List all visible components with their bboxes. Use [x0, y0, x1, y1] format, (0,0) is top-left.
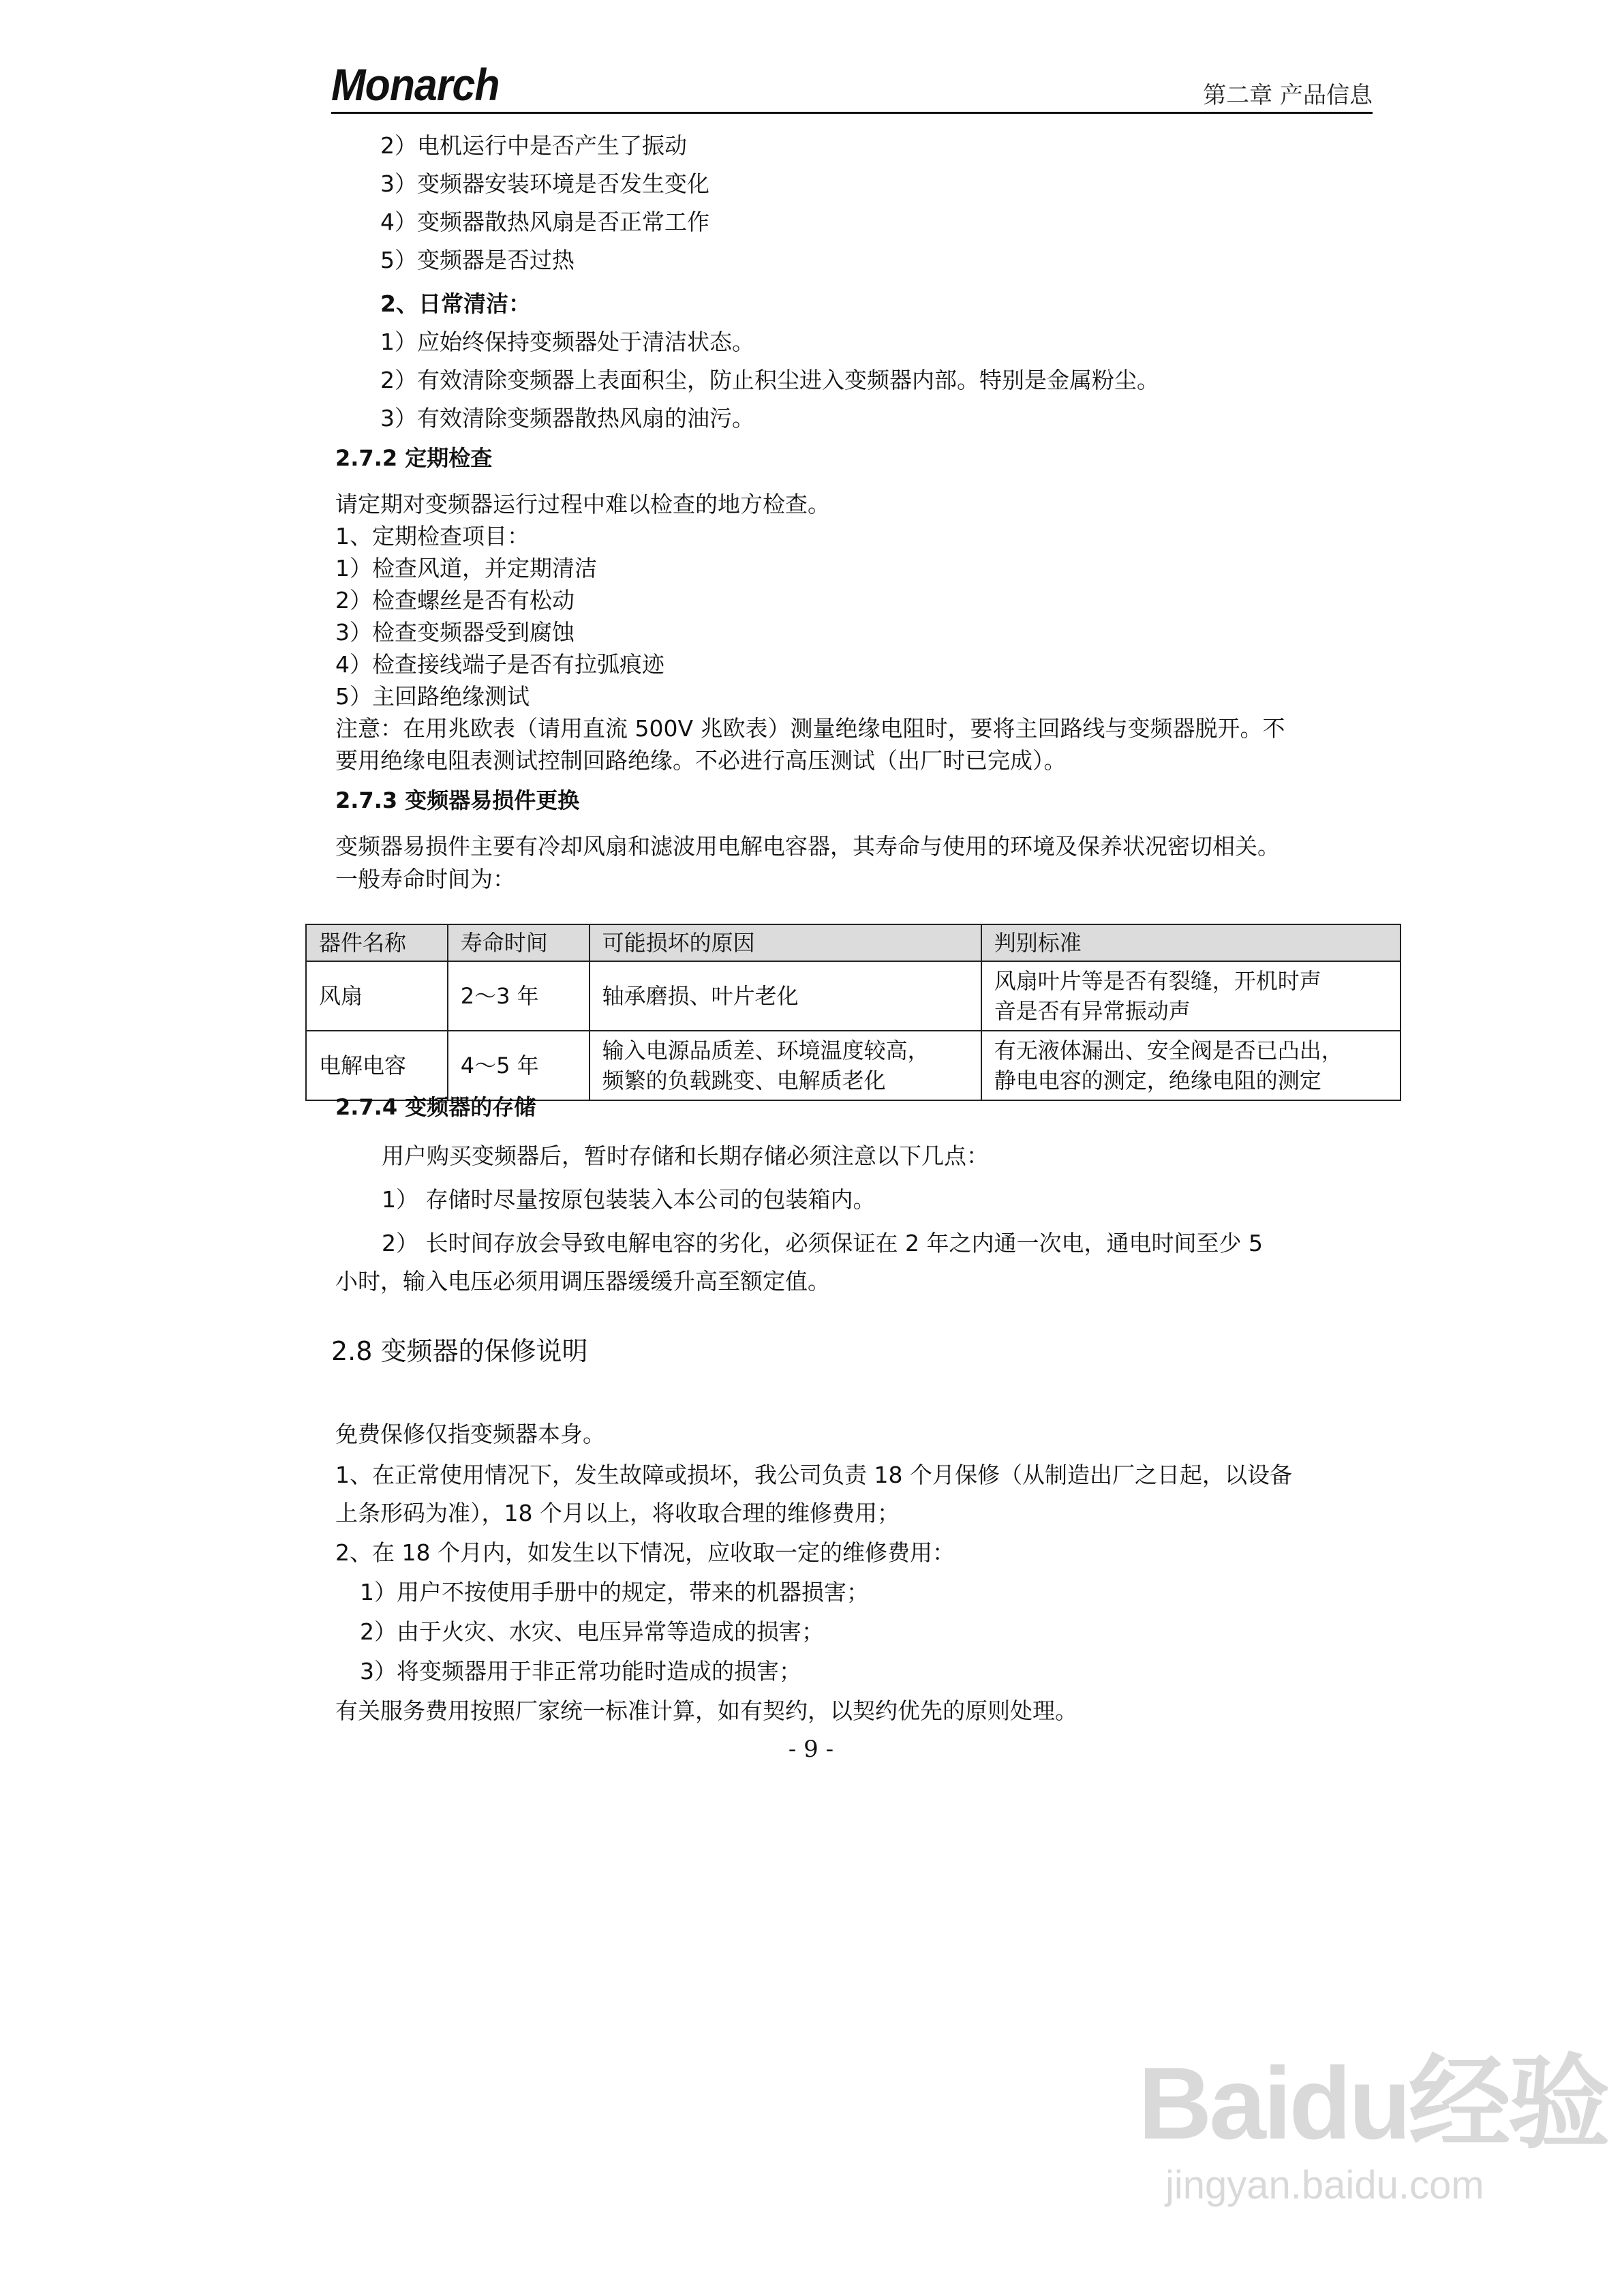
paragraph: 2、在 18 个月内，如发生以下情况，应收取一定的维修费用： — [335, 1539, 955, 1566]
paragraph: 上条形码为准），18 个月以上，将收取合理的维修费用； — [335, 1500, 900, 1526]
paragraph: 用户购买变频器后，暂时存储和长期存储必须注意以下几点： — [382, 1143, 989, 1169]
cell-line: 频繁的负载跳变、电解质老化 — [602, 1068, 886, 1093]
page-number: - 9 - — [788, 1736, 834, 1763]
table-header-row — [306, 924, 1401, 961]
cell-line: 输入电源品质差、环境温度较高， — [602, 1038, 930, 1063]
list-item: 1）用户不按使用手册中的规定，带来的机器损害； — [360, 1579, 869, 1605]
list-item: 1） 存储时尽量按原包装装入本公司的包装箱内。 — [382, 1186, 876, 1213]
list-item: 2）有效清除变频器上表面积尘，防止积尘进入变频器内部。特别是金属粉尘。 — [380, 367, 1159, 393]
note: 注意：在用兆欧表（请用直流 500V 兆欧表）测量绝缘电阻时，要将主回路线与变频器脱开。不 — [335, 715, 1285, 742]
cell-line: 静电电容的测定，绝缘电阻的测定 — [994, 1068, 1321, 1093]
paragraph: 一般寿命时间为： — [335, 866, 515, 892]
table-header-cell: 寿命时间 — [448, 924, 590, 961]
list-item: 2）由于火灾、水灾、电压异常等造成的损害； — [360, 1618, 824, 1645]
watermark-brand: Baidu经验 — [1138, 2046, 1608, 2160]
section-heading: 2.7.3 变频器易损件更换 — [335, 787, 580, 813]
list-item: 2）检查螺丝是否有松动 — [335, 587, 575, 614]
paragraph: 免费保修仅指变频器本身。 — [335, 1421, 605, 1447]
section-heading: 2.7.2 定期检查 — [335, 445, 493, 471]
cell-line: 有无液体漏出、安全阀是否已凸出， — [994, 1038, 1343, 1063]
list-item: 3）变频器安装环境是否发生变化 — [380, 170, 709, 197]
list-item: 1）检查风道，并定期清洁 — [335, 555, 597, 581]
paragraph: 变频器易损件主要有冷却风扇和滤波用电解电容器，其寿命与使用的环境及保养状况密切相关。 — [335, 833, 1280, 860]
table-cell — [981, 961, 1401, 1031]
table-row — [306, 1031, 1401, 1100]
table-cell: 2～3 年 — [448, 961, 590, 1031]
list-item: 3）将变频器用于非正常功能时造成的损害； — [360, 1658, 801, 1685]
table-cell — [981, 1031, 1401, 1100]
table-cell: 轴承磨损、叶片老化 — [590, 961, 981, 1031]
list-item: 3）有效清除变频器散热风扇的油污。 — [380, 405, 754, 432]
table-header-cell: 判别标准 — [981, 924, 1401, 961]
paragraph: 有关服务费用按照厂家统一标准计算，如有契约，以契约优先的原则处理。 — [335, 1697, 1077, 1724]
cell-line: 风扇叶片等是否有裂缝，开机时声 — [994, 968, 1321, 994]
baidu-watermark — [1138, 2046, 1608, 2208]
table-cell — [590, 1031, 981, 1100]
table-header-cell: 可能损坏的原因 — [590, 924, 981, 961]
note: 要用绝缘电阻表测试控制回路绝缘。不必进行高压测试（出厂时已完成）。 — [335, 747, 1067, 774]
table-cell: 4～5 年 — [448, 1031, 590, 1100]
wear-parts-table — [305, 924, 1401, 1101]
subsection-title: 2、日常清洁： — [380, 290, 531, 317]
paragraph: 1、在正常使用情况下，发生故障或损坏，我公司负责 18 个月保修（从制造出厂之日起，以设备 — [335, 1462, 1292, 1488]
chapter-title: 第二章 产品信息 — [1203, 82, 1373, 109]
list-item: 2）电机运行中是否产生了振动 — [380, 132, 687, 159]
list-item: 3）检查变频器受到腐蚀 — [335, 619, 575, 646]
section-title: 2.8 变频器的保修说明 — [331, 1336, 588, 1366]
header-divider — [331, 112, 1373, 114]
table-cell: 风扇 — [306, 961, 448, 1031]
table-header-cell: 器件名称 — [306, 924, 448, 961]
list-item: 5）变频器是否过热 — [380, 247, 575, 273]
table-row — [306, 961, 1401, 1031]
list-item: 4）检查接线端子是否有拉弧痕迹 — [335, 651, 664, 678]
section-heading: 2.7.4 变频器的存储 — [335, 1094, 536, 1120]
list-item: 5）主回路绝缘测试 — [335, 683, 530, 710]
list-item: 2） 长时间存放会导致电解电容的劣化，必须保证在 2 年之内通一次电，通电时间至少 5 — [382, 1230, 1263, 1256]
list-item: 1）应始终保持变频器处于清洁状态。 — [380, 329, 754, 355]
table-cell: 电解电容 — [306, 1031, 448, 1100]
watermark-url: jingyan.baidu.com — [1165, 2163, 1484, 2207]
paragraph: 请定期对变频器运行过程中难以检查的地方检查。 — [335, 491, 830, 517]
list-item: 小时，输入电压必须用调压器缓缓升高至额定值。 — [335, 1268, 830, 1295]
list-title: 1、定期检查项目： — [335, 523, 530, 549]
monarch-logo: Monarch — [331, 59, 500, 110]
list-item: 4）变频器散热风扇是否正常工作 — [380, 209, 709, 235]
cell-line: 音是否有异常振动声 — [994, 998, 1191, 1024]
